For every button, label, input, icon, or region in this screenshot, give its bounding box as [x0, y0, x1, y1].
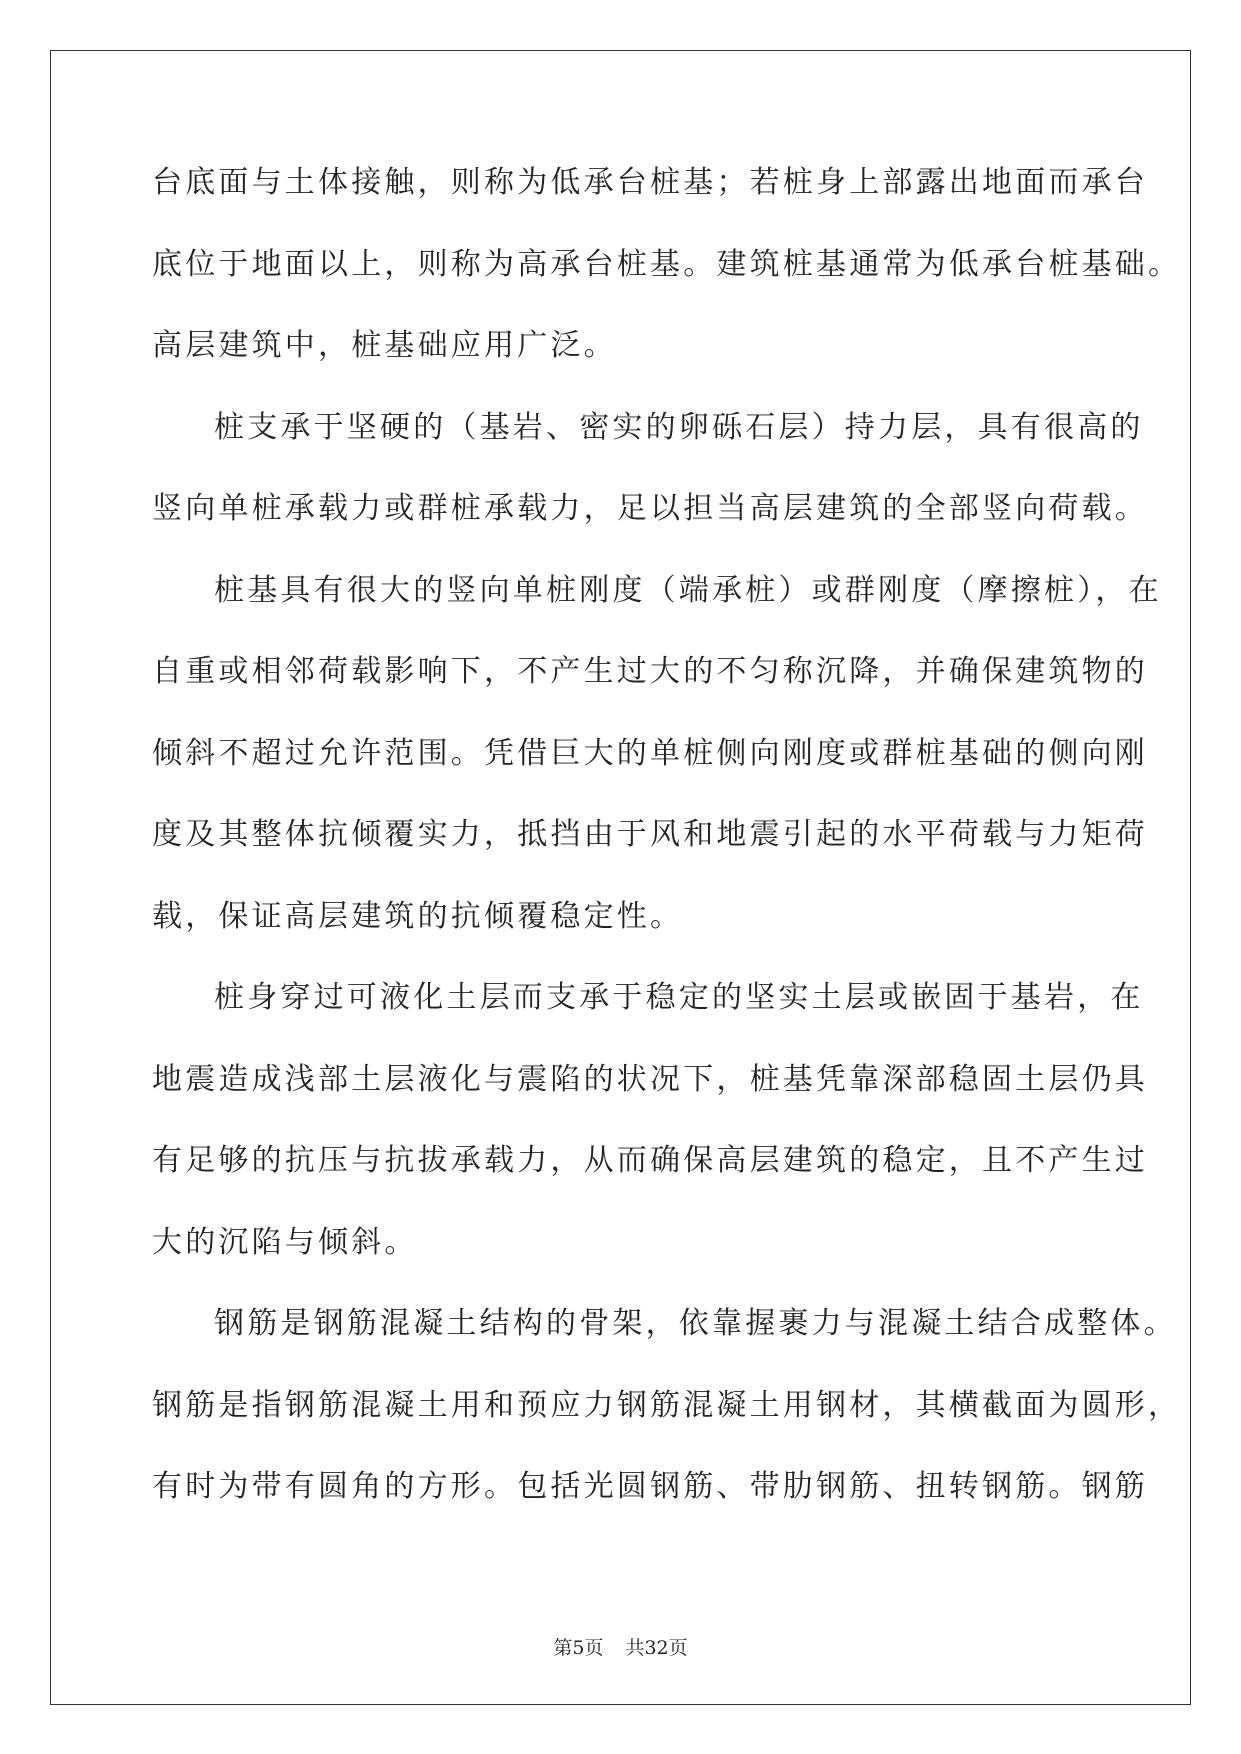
page-total: 共32页 — [625, 1637, 688, 1659]
page-footer — [0, 1633, 1241, 1660]
text-line: 有时为带有圆角的方形。包括光圆钢筋、带肋钢筋、扭转钢筋。钢筋 — [152, 1469, 1148, 1504]
text-line: 钢筋是指钢筋混凝土用和预应力钢筋混凝土用钢材，其横截面为圆形， — [152, 1387, 1182, 1423]
text-line: 有足够的抗压与抗拔承载力，从而确保高层建筑的稳定，且不产生过 — [152, 1143, 1148, 1178]
text-line: 高层建筑中，桩基础应用广泛。 — [152, 328, 617, 363]
text-line: 载，保证高层建筑的抗倾覆稳定性。 — [152, 898, 684, 934]
text-line: 底位于地面以上，则称为高承台桩基。建筑桩基通常为低承台桩基础。 — [152, 246, 1182, 282]
text-line: 倾斜不超过允许范围。凭借巨大的单桩侧向刚度或群桩基础的侧向刚 — [152, 735, 1148, 771]
text-line: 桩身穿过可液化土层而支承于稳定的坚实土层或嵌固于基岩，在 — [214, 980, 1144, 1015]
text-line: 地震造成浅部土层液化与震陷的状况下，桩基凭靠深部稳固土层仍具 — [152, 1061, 1148, 1097]
text-line: 大的沉陷与倾斜。 — [152, 1224, 418, 1260]
page-number: 第5页 — [553, 1637, 604, 1659]
text-line: 度及其整体抗倾覆实力，抵挡由于风和地震引起的水平荷载与力矩荷 — [152, 817, 1148, 852]
text-line: 台底面与土体接触，则称为低承台桩基；若桩身上部露出地面而承台 — [152, 165, 1148, 200]
text-line: 钢筋是钢筋混凝土结构的骨架，依靠握裹力与混凝土结合成整体。 — [214, 1306, 1177, 1341]
text-line: 桩支承于坚硬的（基岩、密实的卵砾石层）持力层，具有很高的 — [214, 409, 1144, 445]
text-line: 竖向单桩承载力或群桩承载力，足以担当高层建筑的全部竖向荷载。 — [152, 491, 1148, 526]
document-body — [152, 158, 1182, 1544]
text-line: 自重或相邻荷载影响下，不产生过大的不匀称沉降，并确保建筑物的 — [152, 654, 1148, 689]
text-line: 桩基具有很大的竖向单桩刚度（端承桩）或群刚度（摩擦桩），在 — [214, 572, 1162, 608]
